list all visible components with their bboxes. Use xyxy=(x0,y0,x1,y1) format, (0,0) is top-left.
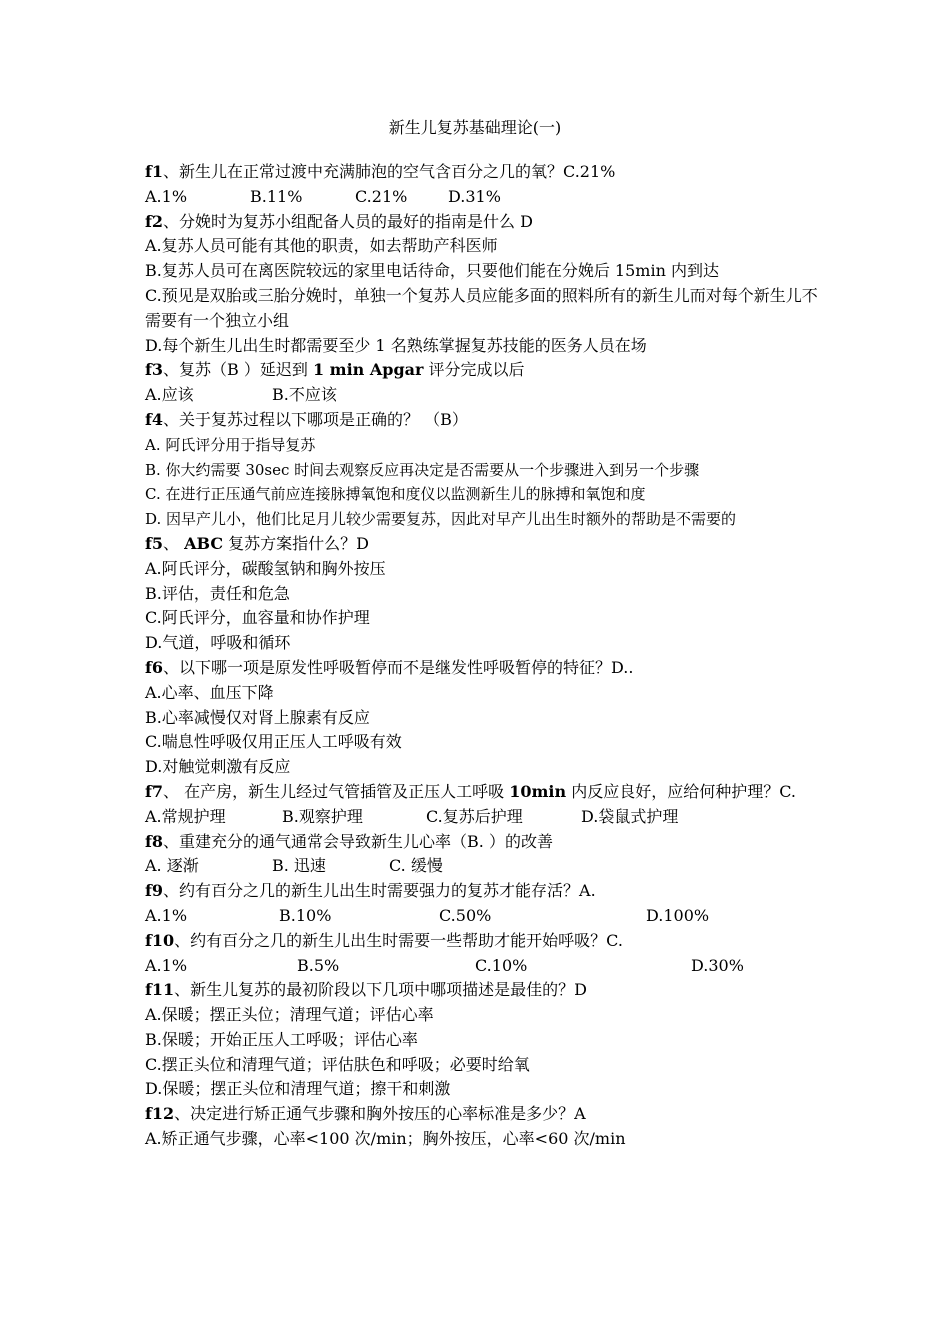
option: B.保暖；开始正压人工呼吸；评估心率 xyxy=(145,1029,418,1049)
question-number: f11 xyxy=(145,980,175,1000)
question-text: 、复苏（B ）延迟到 xyxy=(163,360,313,380)
options-row xyxy=(145,185,825,210)
options-row xyxy=(145,383,825,408)
option: C.喘息性呼吸仅用正压人工呼吸有效 xyxy=(145,732,402,752)
option: C.21% xyxy=(355,186,408,206)
option: A.矫正通气步骤，心率<100 次/min；胸外按压，心率<60 次/min xyxy=(145,1129,626,1149)
question-number: f9 xyxy=(145,881,164,901)
question-number: f2 xyxy=(145,211,164,231)
question-number: f8 xyxy=(145,831,164,851)
option: B.心率减慢仅对肾上腺素有反应 xyxy=(145,707,370,727)
question-list xyxy=(145,160,825,1152)
option: B.10% xyxy=(279,905,332,925)
question-8 xyxy=(145,830,825,855)
question-6 xyxy=(145,656,825,681)
question-3 xyxy=(145,358,825,383)
option: A.1% xyxy=(145,955,188,975)
question-text: 、关于复苏过程以下哪项是正确的？ （B） xyxy=(163,409,468,429)
option: A. 阿氏评分用于指导复苏 xyxy=(145,435,316,454)
question-number: f7 xyxy=(145,781,164,801)
question-11 xyxy=(145,978,825,1003)
question-12 xyxy=(145,1102,825,1127)
question-number: f3 xyxy=(145,360,164,380)
option: D.30% xyxy=(691,955,744,975)
page-title: 新生儿复苏基础理论(一) xyxy=(388,118,562,137)
question-number: f4 xyxy=(145,409,164,429)
option: A.保暖；摆正头位；清理气道；评估心率 xyxy=(145,1005,434,1025)
question-text: 内反应良好，应给何种护理？C. xyxy=(566,781,796,801)
option: D.袋鼠式护理 xyxy=(581,806,679,826)
option: B. 迅速 xyxy=(272,856,326,876)
option: B.不应该 xyxy=(272,385,337,405)
option: C. 在进行正压通气前应连接脉搏氧饱和度仪以监测新生儿的脉搏和氧饱和度 xyxy=(145,485,646,504)
option: B.11% xyxy=(250,186,303,206)
question-text: 、决定进行矫正通气步骤和胸外按压的心率标准是多少？A xyxy=(174,1104,586,1124)
option: D.保暖；摆正头位和清理气道；擦干和刺激 xyxy=(145,1079,451,1099)
question-text: 评分完成以后 xyxy=(423,360,525,380)
option: A.心率、血压下降 xyxy=(145,682,274,702)
question-text-bold: ABC xyxy=(184,533,224,553)
question-4 xyxy=(145,408,825,433)
option: B.观察护理 xyxy=(282,806,363,826)
options-row xyxy=(145,904,825,929)
options-row xyxy=(145,805,825,830)
option: D.对触觉刺激有反应 xyxy=(145,757,291,777)
option: D.100% xyxy=(646,905,710,925)
option: B.5% xyxy=(297,955,340,975)
question-text: 、新生儿复苏的最初阶段以下几项中哪项描述是最佳的？D xyxy=(174,980,587,1000)
option: A.常规护理 xyxy=(145,806,226,826)
question-text-bold: 10min xyxy=(509,781,567,801)
option: D. 因早产儿小，他们比足月儿较少需要复苏，因此对早产儿出生时额外的帮助是不需要的 xyxy=(145,510,737,529)
option: A.1% xyxy=(145,905,188,925)
option: C.50% xyxy=(439,905,492,925)
option: D.每个新生儿出生时都需要至少 1 名熟练掌握复苏技能的医务人员在场 xyxy=(145,335,647,355)
option: C.预见是双胎或三胎分娩时，单独一个复苏人员应能多面的照料所有的新生儿而对每个新生儿不需要有一个独立小组 xyxy=(145,285,818,330)
option: C. 缓慢 xyxy=(389,856,443,876)
question-number: f12 xyxy=(145,1104,175,1124)
option: A.应该 xyxy=(145,385,194,405)
question-1 xyxy=(145,160,825,185)
question-10 xyxy=(145,929,825,954)
question-text: 、以下哪一项是原发性呼吸暂停而不是继发性呼吸暂停的特征？D.. xyxy=(163,657,634,677)
question-text: 、约有百分之几的新生儿出生时需要强力的复苏才能存活？A. xyxy=(163,881,596,901)
option: B.评估，责任和危急 xyxy=(145,583,290,603)
option: A.复苏人员可能有其他的职责，如去帮助产科医师 xyxy=(145,236,498,256)
option: A. 逐渐 xyxy=(145,856,199,876)
question-text: 、分娩时为复苏小组配备人员的最好的指南是什么 D xyxy=(163,211,533,231)
option: C.复苏后护理 xyxy=(426,806,523,826)
question-number: f1 xyxy=(145,162,164,181)
question-text: 复苏方案指什么？D xyxy=(223,533,369,553)
question-text: 、 xyxy=(163,533,185,553)
options-row xyxy=(145,954,825,979)
option: A.1% xyxy=(145,186,188,206)
option: C.摆正头位和清理气道；评估肤色和呼吸；必要时给氧 xyxy=(145,1054,530,1074)
question-text: 、 在产房，新生儿经过气管插管及正压人工呼吸 xyxy=(163,781,510,801)
question-number: f10 xyxy=(145,930,175,950)
question-number: f6 xyxy=(145,657,164,677)
question-7 xyxy=(145,780,825,805)
question-text: 、约有百分之几的新生儿出生时需要一些帮助才能开始呼吸？C. xyxy=(174,930,623,950)
options-row xyxy=(145,854,825,879)
question-text: 、新生儿在正常过渡中充满肺泡的空气含百分之几的氧？C.21% xyxy=(163,162,616,181)
option: D.气道，呼吸和循环 xyxy=(145,633,291,653)
question-5 xyxy=(145,532,825,557)
question-number: f5 xyxy=(145,533,164,553)
question-text: 、重建充分的通气通常会导致新生儿心率（B. ）的改善 xyxy=(163,831,553,851)
option: B. 你大约需要 30sec 时间去观察反应再决定是否需要从一个步骤进入到另一个步骤 xyxy=(145,460,700,479)
question-2 xyxy=(145,210,825,235)
question-9 xyxy=(145,879,825,904)
option: C.10% xyxy=(475,955,528,975)
option: B.复苏人员可在离医院较远的家里电话待命，只要他们能在分娩后 15min 内到达 xyxy=(145,261,719,281)
question-text-bold: 1 min Apgar xyxy=(312,360,424,380)
option: A.阿氏评分，碳酸氢钠和胸外按压 xyxy=(145,558,386,578)
option: D.31% xyxy=(448,186,501,206)
option: C.阿氏评分，血容量和协作护理 xyxy=(145,608,370,628)
